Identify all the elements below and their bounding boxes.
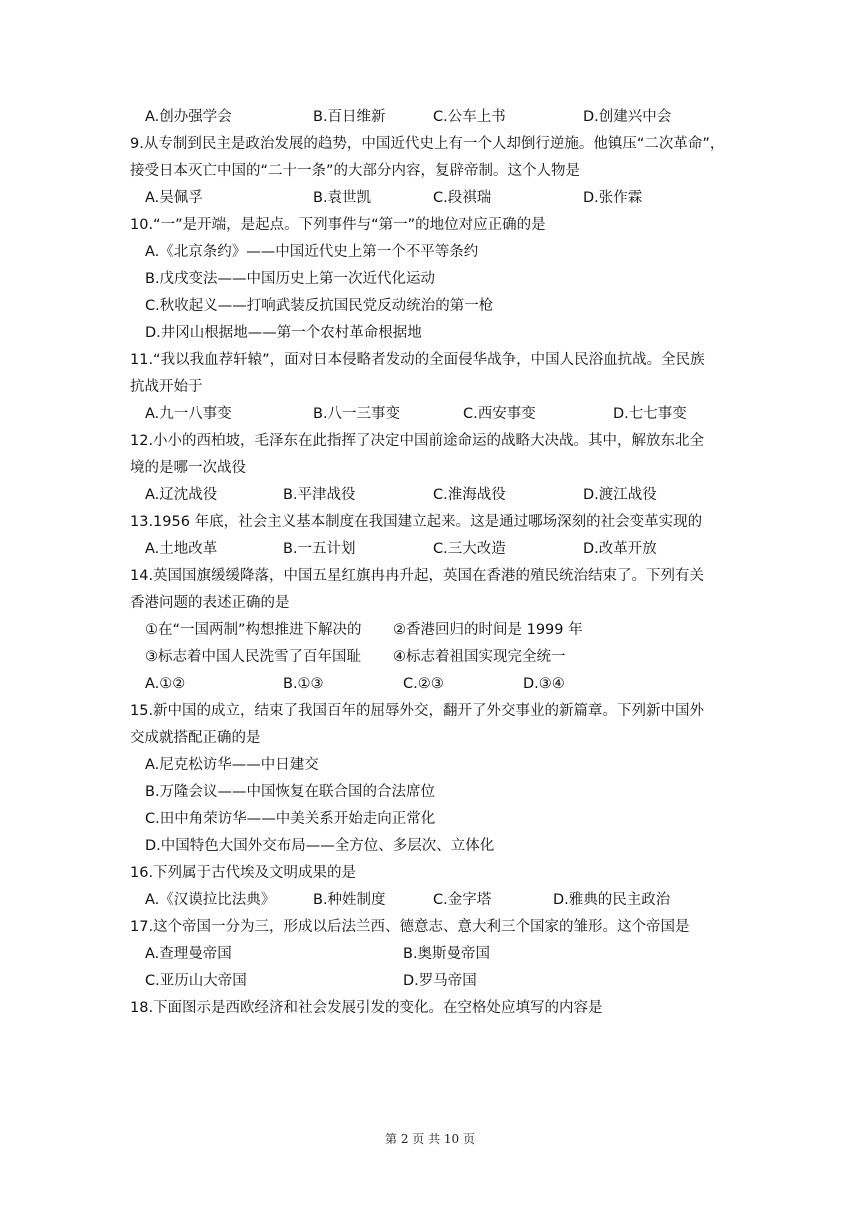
q14-stem-line2: 香港问题的表述正确的是 (130, 595, 290, 611)
q11-option-b[interactable]: B.八一三事变 (313, 406, 401, 422)
q16-stem: 16.下列属于古代埃及文明成果的是 (130, 865, 357, 881)
q9-option-c[interactable]: C.段祺瑞 (433, 190, 492, 206)
q13-option-a[interactable]: A.土地改革 (145, 541, 218, 557)
q8-option-d[interactable]: D.创建兴中会 (583, 109, 672, 125)
q13-option-d[interactable]: D.改革开放 (583, 541, 657, 557)
q14-stem-line1: 14.英国国旗缓缓降落，中国五星红旗冉冉升起，英国在香港的殖民统治结束了。下列有关 (130, 568, 705, 584)
q11-stem-line2: 抗战开始于 (130, 379, 203, 395)
q12-option-a[interactable]: A.辽沈战役 (145, 487, 218, 503)
q10-option-a[interactable]: A.《北京条约》——中国近代史上第一个不平等条约 (145, 244, 479, 260)
q14-option-c[interactable]: C.②③ (403, 676, 444, 692)
q12-option-d[interactable]: D.渡江战役 (583, 487, 657, 503)
q12-option-c[interactable]: C.淮海战役 (433, 487, 506, 503)
q8-option-a[interactable]: A.创办强学会 (145, 109, 232, 125)
q9-stem-line2: 接受日本灭亡中国的“二十一条”的大部分内容，复辟帝制。这个人物是 (130, 163, 581, 179)
q15-stem-line1: 15.新中国的成立，结束了我国百年的屈辱外交，翻开了外交事业的新篇章。下列新中国外 (130, 703, 705, 719)
q14-statement-1: ①在“一国两制”构想推进下解决的 (145, 622, 362, 638)
q14-option-b[interactable]: B.①③ (283, 676, 324, 692)
q17-option-a[interactable]: A.查理曼帝国 (145, 946, 232, 962)
q16-option-d[interactable]: D.雅典的民主政治 (553, 892, 671, 908)
q14-statement-4: ④标志着祖国实现完全统一 (393, 649, 566, 665)
q10-option-b[interactable]: B.戊戌变法——中国历史上第一次近代化运动 (145, 271, 436, 287)
q10-option-c[interactable]: C.秋收起义——打响武装反抗国民党反动统治的第一枪 (145, 298, 494, 314)
q17-stem: 17.这个帝国一分为三，形成以后法兰西、德意志、意大利三个国家的雏形。这个帝国是 (130, 919, 690, 935)
q16-option-c[interactable]: C.金字塔 (433, 892, 492, 908)
q14-statement-3: ③标志着中国人民洗雪了百年国耻 (145, 649, 361, 665)
q13-stem: 13.1956 年底，社会主义基本制度在我国建立起来。这是通过哪场深刻的社会变革实现的 (130, 514, 703, 530)
q11-stem-line1: 11.“我以我血荐轩辕”，面对日本侵略者发动的全面侵华战争，中国人民浴血抗战。全民族 (130, 352, 705, 368)
q15-option-b[interactable]: B.万隆会议——中国恢复在联合国的合法席位 (145, 784, 436, 800)
q13-option-c[interactable]: C.三大改造 (433, 541, 506, 557)
q15-stem-line2: 交成就搭配正确的是 (130, 730, 261, 746)
q15-option-a[interactable]: A.尼克松访华——中日建交 (145, 757, 319, 773)
q9-option-a[interactable]: A.吴佩孚 (145, 190, 203, 206)
q8-option-c[interactable]: C.公车上书 (433, 109, 506, 125)
q15-option-d[interactable]: D.中国特色大国外交布局——全方位、多层次、立体化 (145, 838, 495, 854)
q14-statement-2: ②香港回归的时间是 1999 年 (393, 622, 583, 638)
q11-option-c[interactable]: C.西安事变 (463, 406, 536, 422)
q11-option-d[interactable]: D.七七事变 (613, 406, 687, 422)
q14-option-a[interactable]: A.①② (145, 676, 186, 692)
q9-option-b[interactable]: B.袁世凯 (313, 190, 372, 206)
q18-stem: 18.下面图示是西欧经济和社会发展引发的变化。在空格处应填写的内容是 (130, 1000, 603, 1016)
q10-option-d[interactable]: D.井冈山根据地——第一个农村革命根据地 (145, 325, 422, 341)
q17-option-d[interactable]: D.罗马帝国 (403, 973, 477, 989)
q13-option-b[interactable]: B.一五计划 (283, 541, 356, 557)
q17-option-b[interactable]: B.奥斯曼帝国 (403, 946, 491, 962)
q10-stem: 10.“一”是开端，是起点。下列事件与“第一”的地位对应正确的是 (130, 217, 546, 233)
q9-option-d[interactable]: D.张作霖 (583, 190, 643, 206)
q11-option-a[interactable]: A.九一八事变 (145, 406, 232, 422)
q12-option-b[interactable]: B.平津战役 (283, 487, 356, 503)
page-footer: 第 2 页 共 10 页 (385, 1132, 475, 1146)
q8-option-b[interactable]: B.百日维新 (313, 109, 386, 125)
q17-option-c[interactable]: C.亚历山大帝国 (145, 973, 247, 989)
q12-stem-line1: 12.小小的西柏坡，毛泽东在此指挥了决定中国前途命运的战略大决战。其中，解放东北全 (130, 433, 705, 449)
q16-option-a[interactable]: A.《汉谟拉比法典》 (145, 892, 276, 908)
q15-option-c[interactable]: C.田中角荣访华——中美关系开始走向正常化 (145, 811, 436, 827)
q14-option-d[interactable]: D.③④ (523, 676, 565, 692)
q12-stem-line2: 境的是哪一次战役 (130, 460, 246, 476)
q9-stem-line1: 9.从专制到民主是政治发展的趋势，中国近代史上有一个人却倒行逆施。他镇压“二次革命”， (130, 136, 725, 152)
q16-option-b[interactable]: B.种姓制度 (313, 892, 386, 908)
